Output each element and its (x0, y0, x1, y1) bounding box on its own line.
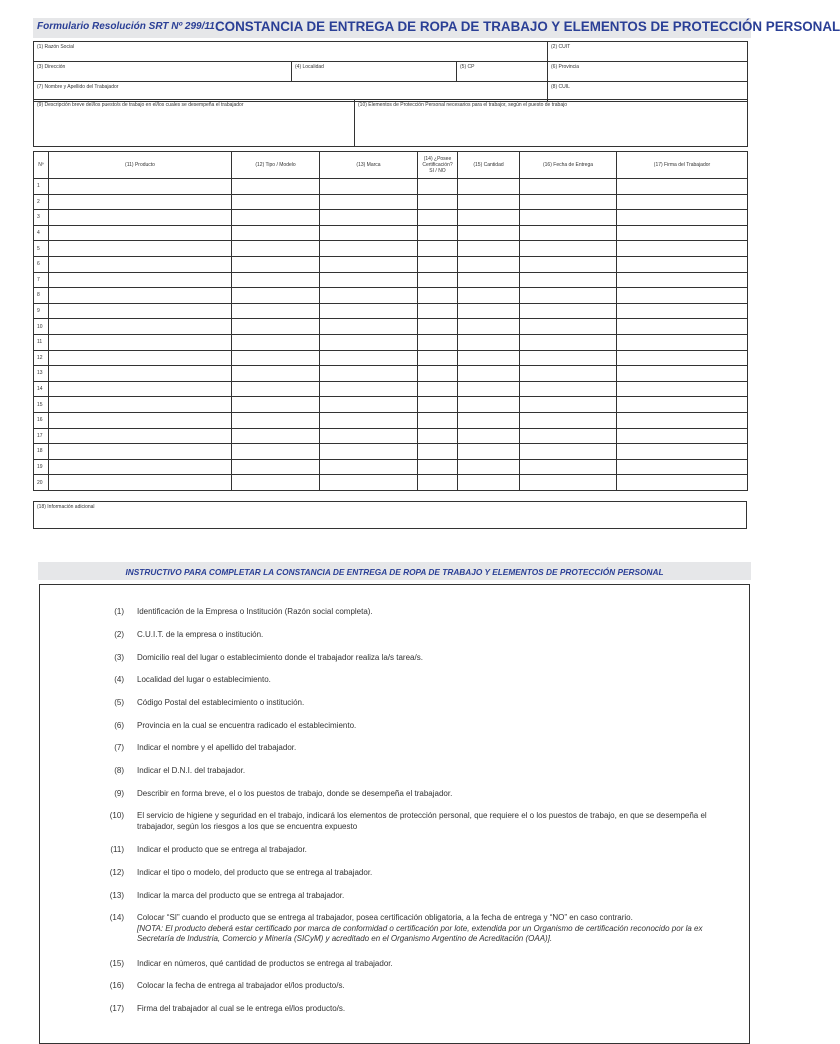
row-number: 9 (34, 303, 49, 319)
producto-cell[interactable] (49, 412, 232, 428)
producto-cell[interactable] (49, 179, 232, 195)
marca-cell[interactable] (320, 459, 418, 475)
cantidad-cell[interactable] (458, 412, 520, 428)
col-header-tipo: (12) Tipo / Modelo (232, 152, 320, 179)
col-header-num: Nº (34, 152, 49, 179)
instruction-text-wrap (137, 845, 727, 856)
producto-cell[interactable] (49, 241, 232, 257)
certificacion-cell[interactable] (418, 397, 458, 413)
instruction-number: (13) (109, 891, 124, 900)
row-number: 1 (34, 179, 49, 195)
tipo-cell[interactable] (232, 366, 320, 382)
info-adicional-field[interactable] (34, 502, 747, 529)
items-body (34, 179, 748, 491)
instruction-number: (14) (109, 913, 124, 922)
firma-cell[interactable] (617, 241, 748, 257)
cantidad-cell[interactable] (458, 179, 520, 195)
firma-cell[interactable] (617, 475, 748, 491)
provincia-label: (6) Provincia (551, 64, 580, 70)
row-number: 11 (34, 334, 49, 350)
table-row (34, 303, 748, 319)
instruction-text: Provincia en la cual se encuentra radicado el establecimiento. (137, 721, 357, 730)
instruction-text-wrap (137, 675, 727, 686)
firma-cell[interactable] (617, 459, 748, 475)
cantidad-cell[interactable] (458, 459, 520, 475)
producto-cell[interactable] (49, 444, 232, 460)
instructivo-header (38, 562, 751, 580)
certificacion-cell[interactable] (418, 272, 458, 288)
col-header-cantidad: (15) Cantidad (458, 152, 520, 179)
certificacion-cell[interactable] (418, 225, 458, 241)
marca-cell[interactable] (320, 256, 418, 272)
instruction-text-wrap (137, 811, 727, 832)
marca-cell[interactable] (320, 412, 418, 428)
table-row (34, 444, 748, 460)
info-adicional-label: (18) Información adicional (37, 504, 95, 510)
producto-cell[interactable] (49, 194, 232, 210)
razon-social-label: (1) Razón Social (37, 44, 74, 50)
cantidad-cell[interactable] (458, 241, 520, 257)
marca-cell[interactable] (320, 179, 418, 195)
instruction-text: Colocar “SI” cuando el producto que se entrega al trabajador, posea certificación obligatoria, a la fecha de entrega y “NO” en caso contrario. (137, 913, 633, 922)
row-number: 12 (34, 350, 49, 366)
provincia-field[interactable] (548, 62, 748, 82)
table-row (34, 179, 748, 195)
row-number: 4 (34, 225, 49, 241)
cp-field[interactable] (457, 62, 548, 82)
puestos-field[interactable] (34, 100, 355, 147)
form-title: CONSTANCIA DE ENTREGA DE ROPA DE TRABAJO Y ELEMENTOS DE PROTECCIÓN PERSONAL (215, 19, 840, 34)
producto-cell[interactable] (49, 288, 232, 304)
marca-cell[interactable] (320, 444, 418, 460)
instruction-number: (8) (114, 766, 124, 775)
instruction-text-wrap (137, 766, 727, 777)
instruction-text-wrap (137, 959, 727, 970)
instruction-text-wrap (137, 653, 727, 664)
certificacion-cell[interactable] (418, 381, 458, 397)
certificacion-cell[interactable] (418, 475, 458, 491)
localidad-label: (4) Localidad (295, 64, 324, 70)
instruction-text: Colocar la fecha de entrega al trabajador el/los producto/s. (137, 981, 345, 990)
fecha-cell[interactable] (520, 412, 617, 428)
firma-cell[interactable] (617, 256, 748, 272)
certificacion-cell[interactable] (418, 179, 458, 195)
certificacion-cell[interactable] (418, 319, 458, 335)
tipo-cell[interactable] (232, 412, 320, 428)
row-number: 16 (34, 412, 49, 428)
instruction-text: Indicar el nombre y el apellido del trabajador. (137, 743, 297, 752)
cantidad-cell[interactable] (458, 303, 520, 319)
instruction-number: (7) (114, 743, 124, 752)
table-row (34, 428, 748, 444)
producto-cell[interactable] (49, 303, 232, 319)
marca-cell[interactable] (320, 334, 418, 350)
certificacion-cell[interactable] (418, 412, 458, 428)
cuil-label: (8) CUIL (551, 84, 570, 90)
marca-cell[interactable] (320, 241, 418, 257)
table-row (34, 225, 748, 241)
table-row (34, 459, 748, 475)
instruction-text: Indicar el producto que se entrega al trabajador. (137, 845, 307, 854)
instruction-number: (12) (109, 868, 124, 877)
tipo-cell[interactable] (232, 225, 320, 241)
instruction-number: (4) (114, 675, 124, 684)
certificacion-cell[interactable] (418, 288, 458, 304)
instruction-number: (11) (110, 845, 124, 854)
instruction-number: (3) (114, 653, 124, 662)
fecha-cell[interactable] (520, 225, 617, 241)
instruction-number: (9) (114, 789, 124, 798)
instruction-text: El servicio de higiene y seguridad en el trabajo, indicará los elementos de protección personal, que requiere el o los puestos de trabajo, en que se desempeña el trabajador, según los riesgos a los que se encuentra expuesto (137, 811, 707, 831)
fecha-cell[interactable] (520, 381, 617, 397)
firma-cell[interactable] (617, 210, 748, 226)
fecha-cell[interactable] (520, 179, 617, 195)
instruction-text: Localidad del lugar o establecimiento. (137, 675, 271, 684)
marca-cell[interactable] (320, 428, 418, 444)
marca-cell[interactable] (320, 350, 418, 366)
table-row (34, 397, 748, 413)
firma-cell[interactable] (617, 319, 748, 335)
marca-cell[interactable] (320, 303, 418, 319)
certificacion-cell[interactable] (418, 428, 458, 444)
fecha-cell[interactable] (520, 210, 617, 226)
table-row (34, 272, 748, 288)
instruction-text: Código Postal del establecimiento o institución. (137, 698, 305, 707)
cantidad-cell[interactable] (458, 210, 520, 226)
tipo-cell[interactable] (232, 350, 320, 366)
marca-cell[interactable] (320, 397, 418, 413)
tipo-cell[interactable] (232, 334, 320, 350)
info-adicional-table (33, 501, 747, 529)
firma-cell[interactable] (617, 397, 748, 413)
table-row (34, 475, 748, 491)
instruction-text: Indicar el D.N.I. del trabajador. (137, 766, 246, 775)
table-row (34, 350, 748, 366)
instruction-text-wrap (137, 721, 727, 732)
direccion-field[interactable] (34, 62, 292, 82)
fecha-cell[interactable] (520, 194, 617, 210)
instruction-text-wrap (137, 743, 727, 754)
tipo-cell[interactable] (232, 241, 320, 257)
firma-cell[interactable] (617, 194, 748, 210)
instructivo-title: INSTRUCTIVO PARA COMPLETAR LA CONSTANCIA DE ENTREGA DE ROPA DE TRABAJO Y ELEMENTOS DE PROTECCIÓN PERSONAL (125, 567, 664, 577)
cantidad-cell[interactable] (458, 194, 520, 210)
row-number: 19 (34, 459, 49, 475)
certificacion-cell[interactable] (418, 303, 458, 319)
instruction-text-wrap (137, 891, 727, 902)
table-row (34, 241, 748, 257)
fecha-cell[interactable] (520, 319, 617, 335)
tipo-cell[interactable] (232, 272, 320, 288)
marca-cell[interactable] (320, 381, 418, 397)
firma-cell[interactable] (617, 303, 748, 319)
cp-label: (5) CP (460, 64, 475, 70)
cantidad-cell[interactable] (458, 256, 520, 272)
fecha-cell[interactable] (520, 459, 617, 475)
producto-cell[interactable] (49, 210, 232, 226)
instruction-text: Describir en forma breve, el o los puestos de trabajo, donde se desempeña el trabajador. (137, 789, 453, 798)
certificacion-cell[interactable] (418, 444, 458, 460)
certificacion-cell[interactable] (418, 366, 458, 382)
cert-header-line1: (14) ¿Posee (423, 156, 452, 162)
col-header-firma: (17) Firma del Trabajador (617, 152, 748, 179)
firma-cell[interactable] (617, 225, 748, 241)
col-header-certificacion (418, 152, 458, 179)
instruction-text: Identificación de la Empresa o Institución (Razón social completa). (137, 607, 373, 616)
certificacion-cell[interactable] (418, 194, 458, 210)
table-row (34, 319, 748, 335)
marca-cell[interactable] (320, 366, 418, 382)
cuit-label: (2) CUIT (551, 44, 571, 50)
row-number: 15 (34, 397, 49, 413)
table-row (34, 194, 748, 210)
col-header-fecha: (16) Fecha de Entrega (520, 152, 617, 179)
table-row (34, 334, 748, 350)
cuit-field[interactable] (548, 42, 748, 62)
row-number: 17 (34, 428, 49, 444)
instruction-number: (5) (114, 698, 124, 707)
row-number: 6 (34, 256, 49, 272)
tipo-cell[interactable] (232, 475, 320, 491)
localidad-field[interactable] (292, 62, 457, 82)
instruction-text: Firma del trabajador al cual se le entrega el/los producto/s. (137, 1004, 346, 1013)
certificacion-cell[interactable] (418, 210, 458, 226)
instruction-text: Indicar la marca del producto que se entrega al trabajador. (137, 891, 345, 900)
table-row (34, 366, 748, 382)
direccion-label: (3) Dirección (37, 64, 66, 70)
row-number: 13 (34, 366, 49, 382)
instruction-number: (1) (114, 607, 124, 616)
cantidad-cell[interactable] (458, 350, 520, 366)
tipo-cell[interactable] (232, 397, 320, 413)
producto-cell[interactable] (49, 397, 232, 413)
marca-cell[interactable] (320, 272, 418, 288)
cantidad-cell[interactable] (458, 272, 520, 288)
cantidad-cell[interactable] (458, 319, 520, 335)
instruction-text: Domicilio real del lugar o establecimiento donde el trabajador realiza la/s tarea/s. (137, 653, 423, 662)
row-number: 3 (34, 210, 49, 226)
certificacion-cell[interactable] (418, 459, 458, 475)
nombre-label: (7) Nombre y Apellido del Trabajador (37, 84, 119, 90)
cantidad-cell[interactable] (458, 366, 520, 382)
cantidad-cell[interactable] (458, 288, 520, 304)
instruction-text-wrap (137, 698, 727, 709)
instruction-text-wrap (137, 607, 727, 618)
producto-cell[interactable] (49, 381, 232, 397)
tipo-cell[interactable] (232, 459, 320, 475)
certificacion-cell[interactable] (418, 256, 458, 272)
row-number: 20 (34, 475, 49, 491)
row-number: 2 (34, 194, 49, 210)
instruction-number: (10) (109, 811, 124, 820)
tipo-cell[interactable] (232, 381, 320, 397)
instruction-number: (16) (109, 981, 124, 990)
instruction-text: C.U.I.T. de la empresa o institución. (137, 630, 264, 639)
fecha-cell[interactable] (520, 397, 617, 413)
marca-cell[interactable] (320, 319, 418, 335)
instruction-number: (2) (114, 630, 124, 639)
razon-social-field[interactable] (34, 42, 548, 62)
firma-cell[interactable] (617, 179, 748, 195)
table-row (34, 288, 748, 304)
row-number: 5 (34, 241, 49, 257)
producto-cell[interactable] (49, 366, 232, 382)
fecha-cell[interactable] (520, 241, 617, 257)
tipo-cell[interactable] (232, 428, 320, 444)
firma-cell[interactable] (617, 444, 748, 460)
tipo-cell[interactable] (232, 256, 320, 272)
producto-cell[interactable] (49, 428, 232, 444)
row-number: 10 (34, 319, 49, 335)
fecha-cell[interactable] (520, 444, 617, 460)
tipo-cell[interactable] (232, 444, 320, 460)
firma-cell[interactable] (617, 412, 748, 428)
tipo-cell[interactable] (232, 194, 320, 210)
firma-cell[interactable] (617, 334, 748, 350)
producto-cell[interactable] (49, 334, 232, 350)
certificacion-cell[interactable] (418, 350, 458, 366)
fecha-cell[interactable] (520, 350, 617, 366)
puestos-label: (9) Descripción breve del/los puesto/s de trabajo en el/los cuales se desempeña el trabajador (37, 102, 244, 108)
instruction-number: (17) (109, 1004, 124, 1013)
tipo-cell[interactable] (232, 319, 320, 335)
certificacion-cell[interactable] (418, 334, 458, 350)
instruction-text: Indicar en números, qué cantidad de productos se entrega al trabajador. (137, 959, 393, 968)
table-row (34, 412, 748, 428)
marca-cell[interactable] (320, 194, 418, 210)
instruction-note: [NOTA: El producto deberá estar certificado por marca de conformidad o certificación por lote, extendida por un Organismo de certificación reconocido por la ex Secretaría de Industria, Comercio y Minería (SICyM) y acreditado en el Organismo Argentino de Acreditación (OAA)]. (137, 923, 703, 943)
form-id: Formulario Resolución SRT Nº 299/11 (37, 21, 215, 32)
delivery-items-table (33, 151, 748, 491)
fecha-cell[interactable] (520, 428, 617, 444)
certificacion-cell[interactable] (418, 241, 458, 257)
col-header-producto: (11) Producto (49, 152, 232, 179)
producto-cell[interactable] (49, 475, 232, 491)
tipo-cell[interactable] (232, 179, 320, 195)
instruction-text-wrap (137, 868, 727, 879)
producto-cell[interactable] (49, 319, 232, 335)
fecha-cell[interactable] (520, 475, 617, 491)
instruction-text: Indicar el tipo o modelo, del producto que se entrega al trabajador. (137, 868, 373, 877)
firma-cell[interactable] (617, 350, 748, 366)
cert-header-line3: SI / NO (429, 168, 446, 174)
job-description-table (33, 99, 748, 147)
tipo-cell[interactable] (232, 303, 320, 319)
instruction-text-wrap (137, 913, 727, 945)
producto-cell[interactable] (49, 225, 232, 241)
marca-cell[interactable] (320, 210, 418, 226)
marca-cell[interactable] (320, 288, 418, 304)
fecha-cell[interactable] (520, 256, 617, 272)
instructivo-box (39, 584, 750, 1044)
fecha-cell[interactable] (520, 334, 617, 350)
firma-cell[interactable] (617, 366, 748, 382)
firma-cell[interactable] (617, 428, 748, 444)
row-number: 7 (34, 272, 49, 288)
row-number: 14 (34, 381, 49, 397)
firma-cell[interactable] (617, 288, 748, 304)
employer-info-table (33, 41, 748, 102)
cantidad-cell[interactable] (458, 334, 520, 350)
firma-cell[interactable] (617, 381, 748, 397)
col-header-marca: (13) Marca (320, 152, 418, 179)
instruction-text-wrap (137, 789, 727, 800)
fecha-cell[interactable] (520, 303, 617, 319)
cantidad-cell[interactable] (458, 225, 520, 241)
instruction-text-wrap (137, 1004, 727, 1015)
row-number: 18 (34, 444, 49, 460)
fecha-cell[interactable] (520, 288, 617, 304)
cantidad-cell[interactable] (458, 381, 520, 397)
fecha-cell[interactable] (520, 272, 617, 288)
producto-cell[interactable] (49, 459, 232, 475)
cantidad-cell[interactable] (458, 475, 520, 491)
fecha-cell[interactable] (520, 366, 617, 382)
marca-cell[interactable] (320, 225, 418, 241)
epp-field[interactable] (355, 100, 748, 147)
row-number: 8 (34, 288, 49, 304)
cantidad-cell[interactable] (458, 397, 520, 413)
table-row (34, 256, 748, 272)
instruction-number: (6) (114, 721, 124, 730)
instruction-text-wrap (137, 630, 727, 641)
instruction-number: (15) (109, 959, 124, 968)
table-row (34, 210, 748, 226)
instruction-text-wrap (137, 981, 727, 992)
tipo-cell[interactable] (232, 288, 320, 304)
table-row (34, 381, 748, 397)
producto-cell[interactable] (49, 272, 232, 288)
cantidad-cell[interactable] (458, 444, 520, 460)
marca-cell[interactable] (320, 475, 418, 491)
cert-header-line2: Certificación? (422, 162, 453, 168)
producto-cell[interactable] (49, 350, 232, 366)
producto-cell[interactable] (49, 256, 232, 272)
firma-cell[interactable] (617, 272, 748, 288)
tipo-cell[interactable] (232, 210, 320, 226)
epp-label: (10) Elementos de Protección Personal necesarios para el trabajor, según el puesto de trabajo (358, 102, 568, 108)
cantidad-cell[interactable] (458, 428, 520, 444)
form-header (33, 18, 840, 38)
